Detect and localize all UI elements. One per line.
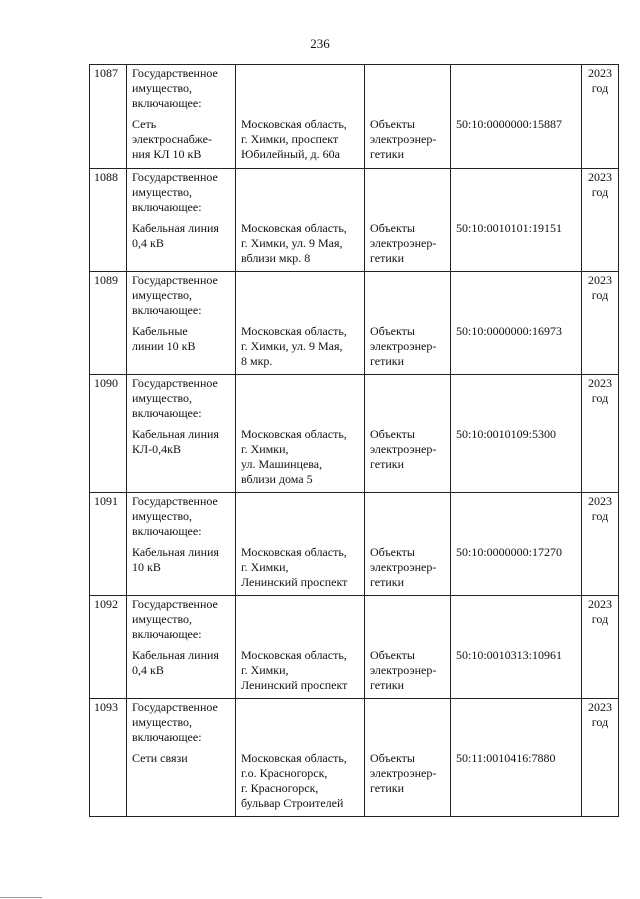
head-line: Государственное	[132, 273, 218, 287]
spacer	[241, 66, 359, 117]
row-number-cell	[90, 272, 127, 375]
cadastral-number: 50:10:0010101:19151	[456, 221, 563, 235]
address-cell	[236, 169, 365, 272]
property-table	[89, 64, 619, 817]
spacer	[370, 494, 445, 545]
type-line: электроэнер-	[370, 339, 437, 353]
address-cell	[236, 272, 365, 375]
type-line: Объекты	[370, 545, 415, 559]
address-cell	[236, 65, 365, 169]
spacer	[456, 376, 576, 427]
head-line: включающее:	[132, 406, 202, 420]
address-cell	[236, 375, 365, 493]
row-number-cell	[90, 596, 127, 699]
spacer	[241, 376, 359, 427]
address-cell	[236, 493, 365, 596]
type-line: Объекты	[370, 221, 415, 235]
year-line: 2023	[588, 376, 612, 390]
row-number: 1089	[94, 273, 118, 287]
spacer	[456, 494, 576, 545]
spacer	[370, 273, 445, 324]
spacer	[456, 170, 576, 221]
head-line: включающее:	[132, 730, 202, 744]
address-line: вблизи дома 5	[241, 472, 313, 486]
head-line: Государственное	[132, 597, 218, 611]
type-line: гетики	[370, 575, 405, 589]
object-line: Сети связи	[132, 751, 188, 765]
object-line: линии 10 кВ	[132, 339, 196, 353]
head-line: включающее:	[132, 200, 202, 214]
cadastral-cell	[451, 699, 582, 817]
address-line: г. Химки, ул. 9 Мая,	[241, 339, 343, 353]
cadastral-number: 50:10:0010109:5300	[456, 427, 557, 441]
type-line: электроэнер-	[370, 560, 437, 574]
description-cell	[127, 272, 236, 375]
object-line: Кабельная линия	[132, 221, 219, 235]
year-line: год	[591, 81, 609, 95]
row-number-cell	[90, 699, 127, 817]
spacer	[370, 597, 445, 648]
object-line: Кабельная линия	[132, 427, 219, 441]
year-cell	[582, 699, 619, 817]
type-line: электроэнер-	[370, 663, 437, 677]
head-line: имущество,	[132, 81, 193, 95]
address-line: г. Красногорск,	[241, 781, 319, 795]
row-number-cell	[90, 493, 127, 596]
head-line: имущество,	[132, 509, 193, 523]
type-cell	[365, 272, 451, 375]
description-cell	[127, 596, 236, 699]
head-line: Государственное	[132, 376, 218, 390]
year-cell	[582, 375, 619, 493]
address-line: г. Химки,	[241, 442, 289, 456]
type-line: Объекты	[370, 648, 415, 662]
spacer	[241, 273, 359, 324]
head-line: имущество,	[132, 391, 193, 405]
year-line: год	[591, 288, 609, 302]
description-cell	[127, 375, 236, 493]
address-line: Московская область,	[241, 648, 347, 662]
address-line: Ленинский проспект	[241, 575, 348, 589]
type-cell	[365, 169, 451, 272]
table-body	[90, 65, 619, 817]
row-number-cell	[90, 65, 127, 169]
type-cell	[365, 65, 451, 169]
address-cell	[236, 699, 365, 817]
year-line: год	[591, 185, 609, 199]
object-line: ния КЛ 10 кВ	[132, 147, 202, 161]
head-line: Государственное	[132, 700, 218, 714]
row-number-cell	[90, 375, 127, 493]
type-line: Объекты	[370, 324, 415, 338]
row-number: 1090	[94, 376, 118, 390]
address-line: Московская область,	[241, 545, 347, 559]
spacer	[370, 376, 445, 427]
spacer	[456, 700, 576, 751]
address-line: вблизи мкр. 8	[241, 251, 311, 265]
spacer	[241, 700, 359, 751]
cadastral-cell	[451, 169, 582, 272]
address-cell	[236, 596, 365, 699]
head-line: Государственное	[132, 66, 218, 80]
table-row	[90, 699, 619, 817]
page-number: 236	[310, 36, 330, 51]
year-line: 2023	[588, 170, 612, 184]
table-row	[90, 272, 619, 375]
address-line: Московская область,	[241, 751, 347, 765]
spacer	[241, 494, 359, 545]
head-line: имущество,	[132, 288, 193, 302]
year-line: год	[591, 391, 609, 405]
spacer	[370, 700, 445, 751]
type-line: гетики	[370, 147, 405, 161]
row-number: 1087	[94, 66, 118, 80]
cadastral-cell	[451, 375, 582, 493]
table-row	[90, 169, 619, 272]
cadastral-number: 50:10:0000000:16973	[456, 324, 563, 338]
spacer	[456, 597, 576, 648]
address-line: г.о. Красногорск,	[241, 766, 328, 780]
year-line: год	[591, 509, 609, 523]
address-line: Юбилейный, д. 60а	[241, 147, 340, 161]
object-line: Кабельные	[132, 324, 188, 338]
spacer	[456, 273, 576, 324]
spacer	[370, 66, 445, 117]
head-line: включающее:	[132, 96, 202, 110]
type-line: гетики	[370, 678, 405, 692]
year-cell	[582, 596, 619, 699]
spacer	[241, 597, 359, 648]
year-line: 2023	[588, 597, 612, 611]
table-row	[90, 65, 619, 169]
year-line: 2023	[588, 273, 612, 287]
type-line: Объекты	[370, 427, 415, 441]
cadastral-cell	[451, 272, 582, 375]
year-cell	[582, 272, 619, 375]
description-cell	[127, 493, 236, 596]
cadastral-cell	[451, 493, 582, 596]
head-line: включающее:	[132, 524, 202, 538]
row-number: 1088	[94, 170, 118, 184]
address-line: 8 мкр.	[241, 354, 273, 368]
year-line: 2023	[588, 66, 612, 80]
description-cell	[127, 169, 236, 272]
address-line: Московская область,	[241, 427, 347, 441]
type-line: электроэнер-	[370, 236, 437, 250]
table-row	[90, 493, 619, 596]
object-line: 0,4 кВ	[132, 236, 164, 250]
object-line: 0,4 кВ	[132, 663, 164, 677]
table-row	[90, 375, 619, 493]
type-cell	[365, 375, 451, 493]
table-row	[90, 596, 619, 699]
cadastral-number: 50:11:0010416:7880	[456, 751, 556, 765]
type-line: электроэнер-	[370, 766, 437, 780]
row-number: 1093	[94, 700, 118, 714]
object-line: Кабельная линия	[132, 648, 219, 662]
object-line: 10 кВ	[132, 560, 161, 574]
object-line: Сеть	[132, 117, 157, 131]
head-line: имущество,	[132, 715, 193, 729]
year-cell	[582, 169, 619, 272]
year-cell	[582, 493, 619, 596]
address-line: ул. Машинцева,	[241, 457, 323, 471]
address-line: Ленинский проспект	[241, 678, 348, 692]
year-line: 2023	[588, 700, 612, 714]
type-line: гетики	[370, 781, 405, 795]
type-line: Объекты	[370, 117, 415, 131]
edge-line	[0, 897, 42, 898]
type-line: Объекты	[370, 751, 415, 765]
type-cell	[365, 596, 451, 699]
type-cell	[365, 493, 451, 596]
head-line: включающее:	[132, 627, 202, 641]
type-line: гетики	[370, 251, 405, 265]
cadastral-cell	[451, 65, 582, 169]
spacer	[456, 66, 576, 117]
description-cell	[127, 65, 236, 169]
head-line: имущество,	[132, 185, 193, 199]
address-line: Московская область,	[241, 324, 347, 338]
type-line: электроэнер-	[370, 442, 437, 456]
cadastral-cell	[451, 596, 582, 699]
object-line: Кабельная линия	[132, 545, 219, 559]
head-line: Государственное	[132, 170, 218, 184]
object-line: КЛ-0,4кВ	[132, 442, 181, 456]
address-line: бульвар Строителей	[241, 796, 344, 810]
head-line: включающее:	[132, 303, 202, 317]
year-line: год	[591, 612, 609, 626]
spacer	[370, 170, 445, 221]
head-line: Государственное	[132, 494, 218, 508]
description-cell	[127, 699, 236, 817]
address-line: Московская область,	[241, 221, 347, 235]
address-line: г. Химки,	[241, 560, 289, 574]
row-number: 1092	[94, 597, 118, 611]
address-line: г. Химки, ул. 9 Мая,	[241, 236, 343, 250]
type-line: гетики	[370, 354, 405, 368]
object-line: электроснабже-	[132, 132, 212, 146]
cadastral-number: 50:10:0000000:17270	[456, 545, 563, 559]
cadastral-number: 50:10:0010313:10961	[456, 648, 563, 662]
year-cell	[582, 65, 619, 169]
cadastral-number: 50:10:0000000:15887	[456, 117, 563, 131]
type-cell	[365, 699, 451, 817]
year-line: год	[591, 715, 609, 729]
address-line: г. Химки, проспект	[241, 132, 339, 146]
spacer	[241, 170, 359, 221]
head-line: имущество,	[132, 612, 193, 626]
row-number: 1091	[94, 494, 118, 508]
address-line: г. Химки,	[241, 663, 289, 677]
type-line: электроэнер-	[370, 132, 437, 146]
row-number-cell	[90, 169, 127, 272]
year-line: 2023	[588, 494, 612, 508]
type-line: гетики	[370, 457, 405, 471]
address-line: Московская область,	[241, 117, 347, 131]
